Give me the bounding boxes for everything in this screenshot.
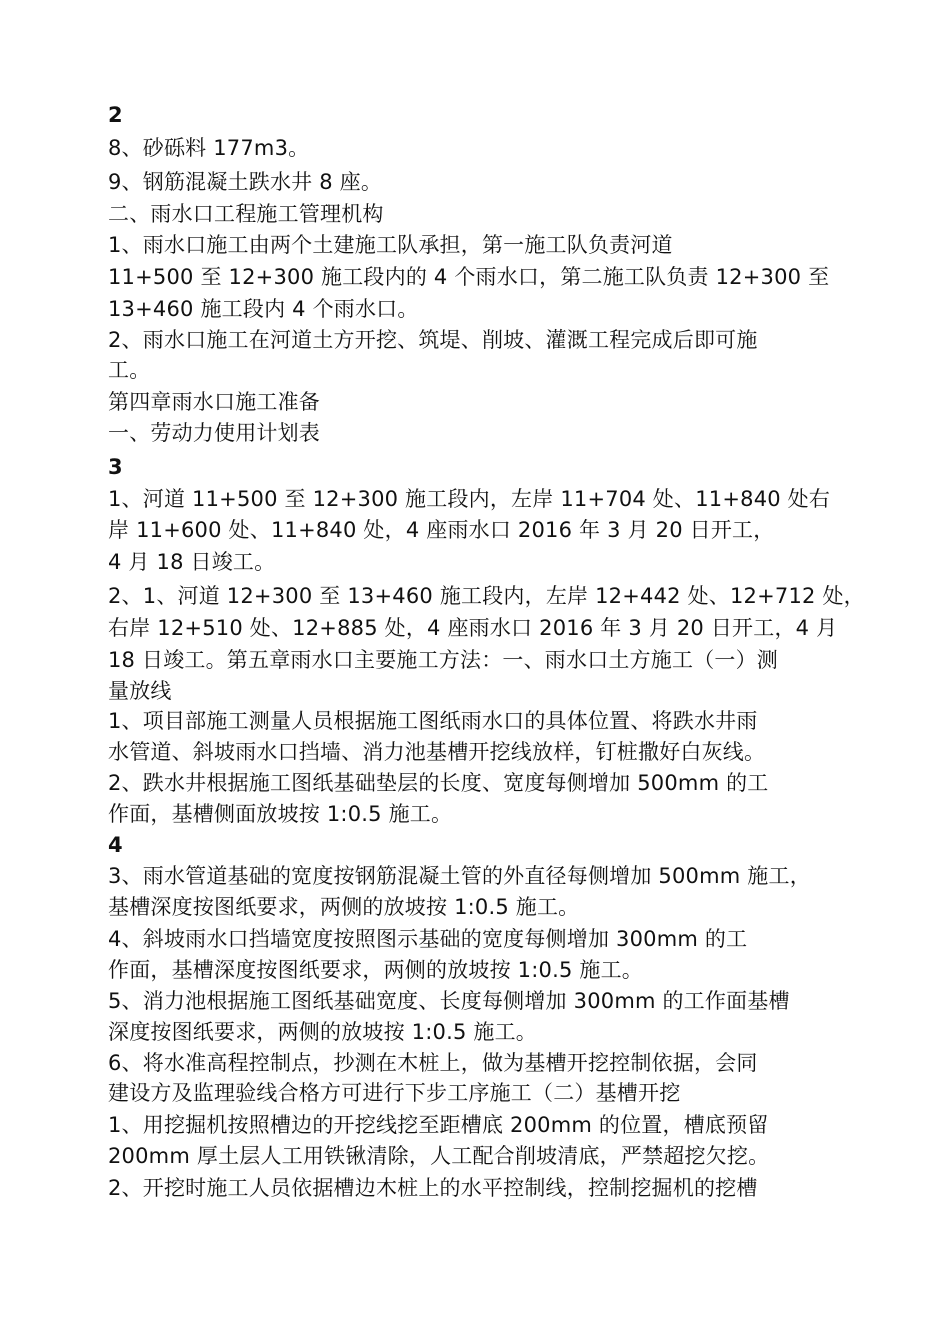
paragraph-line: 1、用挖掘机按照槽边的开挖线挖至距槽底 200mm 的位置，槽底预留	[108, 1113, 769, 1137]
paragraph-line: 工。	[108, 358, 151, 382]
paragraph-line: 2、开挖时施工人员依据槽边木桩上的水平控制线，控制挖掘机的挖槽	[108, 1176, 758, 1200]
paragraph-line: 200mm 厚土层人工用铁锹清除，人工配合削坡清底，严禁超挖欠挖。	[108, 1144, 770, 1168]
paragraph-line: 基槽深度按图纸要求，两侧的放坡按 1:0.5 施工。	[108, 895, 580, 919]
section-heading: 一、劳动力使用计划表	[108, 421, 320, 445]
paragraph-line: 岸 11+600 处、11+840 处，4 座雨水口 2016 年 3 月 20 日开工，	[108, 518, 775, 542]
chapter-heading: 第四章雨水口施工准备	[108, 390, 320, 414]
page-number: 2	[108, 103, 123, 127]
paragraph-line: 作面，基槽深度按图纸要求，两侧的放坡按 1:0.5 施工。	[108, 958, 643, 982]
paragraph-line: 6、将水准高程控制点，抄测在木桩上，做为基槽开挖控制依据，会同	[108, 1051, 758, 1075]
paragraph-line: 深度按图纸要求，两侧的放坡按 1:0.5 施工。	[108, 1020, 537, 1044]
paragraph-line: 右岸 12+510 处、12+885 处，4 座雨水口 2016 年 3 月 20 日开工，4 月	[108, 616, 838, 640]
paragraph-line: 11+500 至 12+300 施工段内的 4 个雨水口，第二施工队负责 12+300 至	[108, 265, 830, 289]
paragraph-line: 建设方及监理验线合格方可进行下步工序施工（二）基槽开挖	[108, 1081, 681, 1105]
paragraph-line: 2、跌水井根据施工图纸基础垫层的长度、宽度每侧增加 500mm 的工	[108, 771, 769, 795]
paragraph-line: 5、消力池根据施工图纸基础宽度、长度每侧增加 300mm 的工作面基槽	[108, 989, 790, 1013]
page-number: 3	[108, 455, 123, 479]
paragraph-line: 3、雨水管道基础的宽度按钢筋混凝土管的外直径每侧增加 500mm 施工，	[108, 864, 811, 888]
section-heading: 二、雨水口工程施工管理机构	[108, 202, 384, 226]
paragraph-line: 量放线	[108, 679, 172, 703]
paragraph-line: 1、项目部施工测量人员根据施工图纸雨水口的具体位置、将跌水井雨	[108, 709, 758, 733]
paragraph-line: 4 月 18 日竣工。	[108, 550, 276, 574]
paragraph-line: 1、河道 11+500 至 12+300 施工段内，左岸 11+704 处、11+840 处右	[108, 487, 831, 511]
paragraph-line: 2、1、河道 12+300 至 13+460 施工段内，左岸 12+442 处、12+712 处，	[108, 584, 865, 608]
paragraph-line: 4、斜坡雨水口挡墙宽度按照图示基础的宽度每侧增加 300mm 的工	[108, 927, 748, 951]
paragraph-line: 作面，基槽侧面放坡按 1:0.5 施工。	[108, 802, 453, 826]
paragraph-line: 2、雨水口施工在河道土方开挖、筑堤、削坡、灌溉工程完成后即可施	[108, 328, 758, 352]
paragraph-line: 水管道、斜坡雨水口挡墙、消力池基槽开挖线放样，钉桩撒好白灰线。	[108, 740, 766, 764]
paragraph-line: 1、雨水口施工由两个土建施工队承担，第一施工队负责河道	[108, 233, 673, 257]
page-number: 4	[108, 833, 123, 857]
paragraph-line: 18 日竣工。第五章雨水口主要施工方法：一、雨水口土方施工（一）测	[108, 648, 778, 672]
paragraph-line: 13+460 施工段内 4 个雨水口。	[108, 297, 419, 321]
list-item: 8、砂砾料 177m3。	[108, 136, 310, 160]
list-item: 9、钢筋混凝土跌水井 8 座。	[108, 170, 383, 194]
